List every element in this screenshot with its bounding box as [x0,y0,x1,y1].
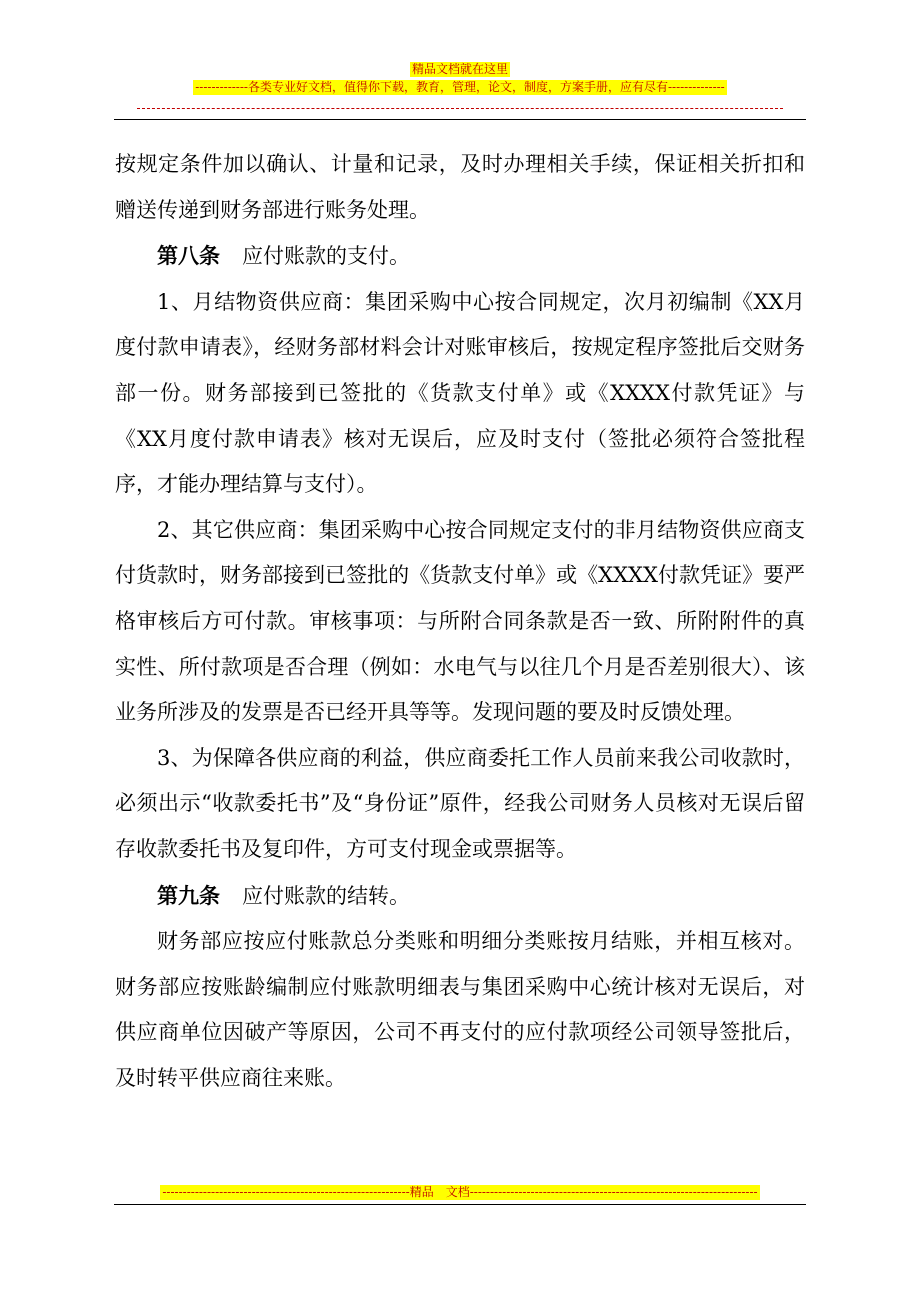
header-banner-subtitle: -------------各类专业好文档，值得你下载，教育，管理，论文，制度，方案手册，应有尽有-------------- [195,80,725,94]
header-banner-title: 精品文档就在这里 [411,62,508,76]
paragraph: 1、月结物资供应商：集团采购中心按合同规定，次月初编制《XX月度付款申请表》，经财务部材料会计对账审核后，按规定程序签批后交财务部一份。财务部接到已签批的《货款支付单》或《XXXX付款凭证》与《XX月度付款申请表》核对无误后，应及时支付（签批必须符合签批程序，才能办理结算与支付）。 [115,289,805,497]
article-9-heading [115,873,805,920]
footer-banner: -------------------------------------------------------------精品 文档----------------------------------------------------------------------- [162,1185,758,1199]
article-label: 第八条 [157,243,220,269]
header-dashed-divider [137,108,783,109]
article-title: 应付账款的支付。 [242,244,410,269]
paragraph: 财务部应按应付账款总分类账和明细分类账按月结账，并相互核对。财务部应按账龄编制应付账款明细表与集团采购中心统计核对无误后，对供应商单位因破产等原因，公司不再支付的应付款项经公司领导签批后，及时转平供应商往来账。 [115,929,805,1090]
page-header [0,62,920,95]
paragraph: 按规定条件加以确认、计量和记录，及时办理相关手续，保证相关折扣和赠送传递到财务部进行账务处理。 [115,152,805,222]
header-rule [114,119,806,120]
article-title: 应付账款的结转。 [242,883,410,908]
paragraph: 3、为保障各供应商的利益，供应商委托工作人员前来我公司收款时，必须出示“收款委托书”及“身份证”原件，经我公司财务人员核对无误后留存收款委托书及复印件，方可支付现金或票据等。 [115,745,805,861]
document-body [115,142,805,1101]
footer-rule [114,1204,806,1205]
paragraph: 2、其它供应商：集团采购中心按合同规定支付的非月结物资供应商支付货款时，财务部接到已签批的《货款支付单》或《XXXX付款凭证》要严格审核后方可付款。审核事项：与所附合同条款是否一致、所附附件的真实性、所付款项是否合理（例如：水电气与以往几个月是否差别很大）、该业务所涉及的发票是否已经开具等等。发现问题的要及时反馈处理。 [115,517,805,725]
page-footer [0,1185,920,1200]
article-label: 第九条 [157,882,220,908]
article-8-heading [115,233,805,280]
